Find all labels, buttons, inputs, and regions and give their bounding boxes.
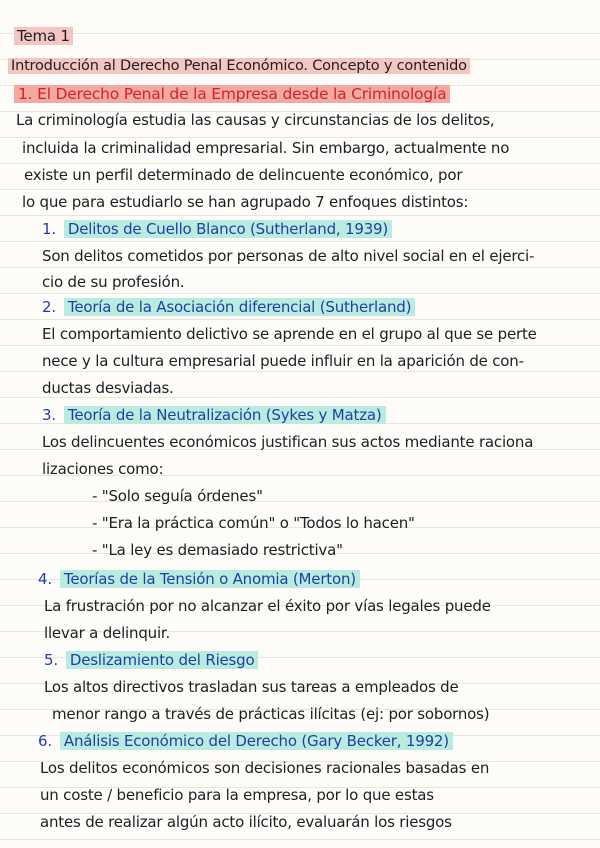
approach-line: El comportamiento delictivo se aprende en el grupo al que se perte [42, 325, 537, 343]
rationalization-bullet: - "La ley es demasiado restrictiva" [92, 541, 343, 559]
approach-number: 4. [38, 570, 52, 588]
approach-title: Teorías de la Tensión o Anomia (Merton) [60, 570, 360, 588]
section-heading-highlight: 1. El Derecho Penal de la Empresa desde la Criminología [14, 85, 450, 103]
intro-line: incluida la criminalidad empresarial. Sin embargo, actualmente no [22, 139, 510, 157]
tema-label [14, 26, 73, 46]
approach-line: Los delincuentes económicos justifican sus actos mediante raciona [42, 433, 534, 451]
approach-title: Delitos de Cuello Blanco (Sutherland, 1939) [64, 220, 392, 238]
approach-number: 1. [42, 220, 56, 238]
rationalization-bullet: - "Solo seguía órdenes" [92, 487, 263, 505]
approach-line: Los altos directivos trasladan sus tareas a empleados de [44, 678, 459, 696]
rationalization-bullet: - "Era la práctica común" o "Todos lo hacen" [92, 514, 415, 532]
approach-number: 3. [42, 406, 56, 424]
approach-line: un coste / beneficio para la empresa, por lo que estas [40, 786, 434, 804]
approach-4-heading [38, 569, 360, 589]
approach-title: Teoría de la Asociación diferencial (Sutherland) [64, 298, 415, 316]
approach-1-heading [42, 219, 392, 239]
approach-line: Son delitos cometidos por personas de alto nivel social en el ejerci- [42, 247, 535, 265]
document-title [8, 56, 470, 76]
approach-line: llevar a delinquir. [44, 624, 171, 642]
intro-line: lo que para estudiarlo se han agrupado 7 enfoques distintos: [22, 193, 469, 211]
approach-line: cio de su profesión. [42, 273, 185, 291]
approach-title: Análisis Económico del Derecho (Gary Becker, 1992) [60, 732, 453, 750]
approach-6-heading [38, 731, 453, 751]
approach-number: 6. [38, 732, 52, 750]
approach-5-heading [44, 650, 258, 670]
approach-line: La frustración por no alcanzar el éxito por vías legales puede [44, 597, 491, 615]
approach-line: lizaciones como: [42, 460, 164, 478]
section-heading [14, 84, 450, 104]
approach-line: nece y la cultura empresarial puede influir en la aparición de con- [42, 352, 524, 370]
approach-number: 2. [42, 298, 56, 316]
approach-line: menor rango a través de prácticas ilícitas (ej: por sobornos) [52, 705, 490, 723]
approach-line: ductas desviadas. [42, 379, 174, 397]
approach-2-heading [42, 297, 415, 317]
approach-line: Los delitos económicos son decisiones racionales basadas en [40, 759, 490, 777]
approach-number: 5. [44, 651, 58, 669]
title-highlight: Introducción al Derecho Penal Económico. Concepto y contenido [8, 58, 470, 74]
intro-line: La criminología estudia las causas y circunstancias de los delitos, [16, 111, 495, 129]
approach-line: antes de realizar algún acto ilícito, evaluarán los riesgos [40, 813, 452, 831]
intro-line: existe un perfil determinado de delincuente económico, por [24, 166, 463, 184]
approach-title: Deslizamiento del Riesgo [66, 651, 259, 669]
approach-3-heading [42, 405, 386, 425]
tema-highlight: Tema 1 [14, 27, 73, 45]
approach-title: Teoría de la Neutralización (Sykes y Matza) [64, 406, 386, 424]
